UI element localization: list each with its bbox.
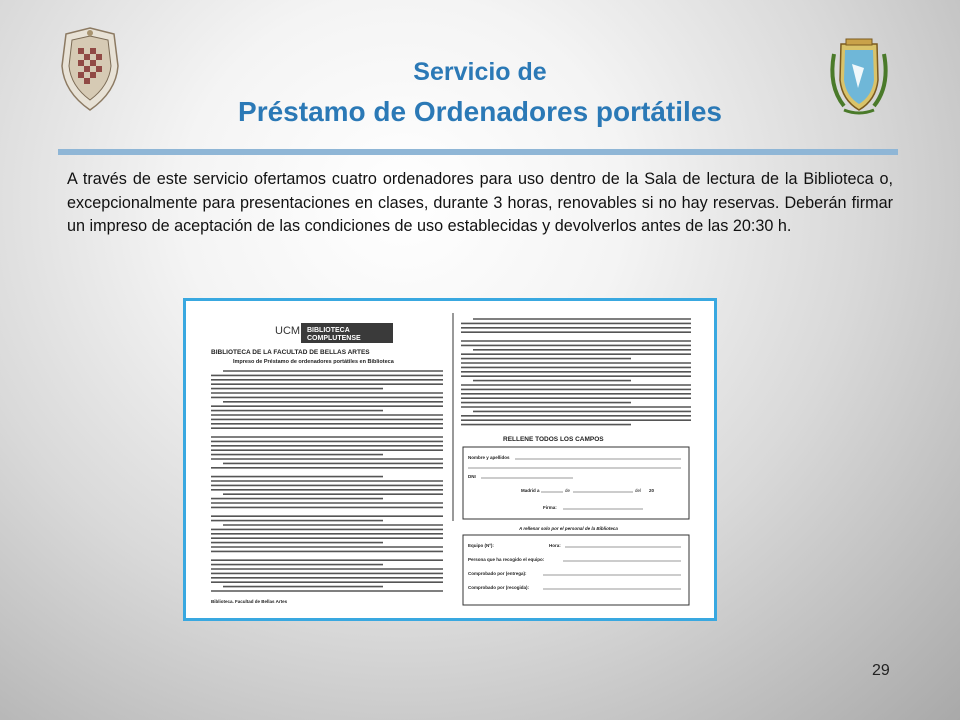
staff-field-persona: Persona que ha recogido el equipo:	[468, 557, 545, 562]
staff-field-hora: Hora:	[549, 543, 561, 548]
form-title: Impreso de Préstamo de ordenadores portátiles en Biblioteca	[233, 359, 394, 365]
ucm-logo-text: UCM	[275, 325, 301, 337]
field-signature: Firma:	[543, 505, 557, 510]
title-divider	[58, 149, 898, 155]
library-title: BIBLIOTECA DE LA FACULTAD DE BELLAS ARTES	[211, 349, 370, 356]
university-crest-icon	[58, 26, 122, 112]
slide-title-line1: Servicio de	[413, 58, 547, 86]
faculty-shield-icon	[824, 36, 894, 118]
field-madrid: Madrid a	[521, 488, 540, 493]
field-year: 20	[649, 488, 655, 493]
fill-heading: RELLENE TODOS LOS CAMPOS	[503, 436, 604, 443]
loan-form-image	[183, 298, 717, 621]
field-de: de	[565, 488, 571, 493]
field-del: del	[635, 488, 642, 493]
staff-field-recogida: Comprobado por (recogida):	[468, 585, 529, 590]
service-description: A través de este servicio ofertamos cuatro ordenadores para uso dentro de la Sala de lectura de la Biblioteca o, excepcionalmente para presentaciones en clases, durante 3 horas, renovables si no hay reservas. Deberán firmar un impreso de aceptación de las condiciones de uso establecidas y devolverlos antes de las 20:30 h.	[67, 170, 893, 236]
field-name: Nombre y apellidos	[468, 455, 510, 460]
field-dni: DNI	[468, 474, 476, 479]
slide-title-line2: Préstamo de Ordenadores portátiles	[238, 96, 722, 127]
staff-field-equipo: Equipo (Nº):	[468, 543, 494, 548]
brand-line2: COMPLUTENSE	[307, 335, 361, 342]
page-number: 29	[872, 662, 890, 679]
staff-note: A rellenar solo por el personal de la Biblioteca	[519, 526, 618, 531]
brand-line1: BIBLIOTECA	[307, 327, 350, 334]
staff-field-entrega: Comprobado por (entrega):	[468, 571, 527, 576]
form-footer: Biblioteca. Facultad de Bellas Artes	[211, 599, 288, 604]
loan-form-document	[203, 311, 697, 609]
